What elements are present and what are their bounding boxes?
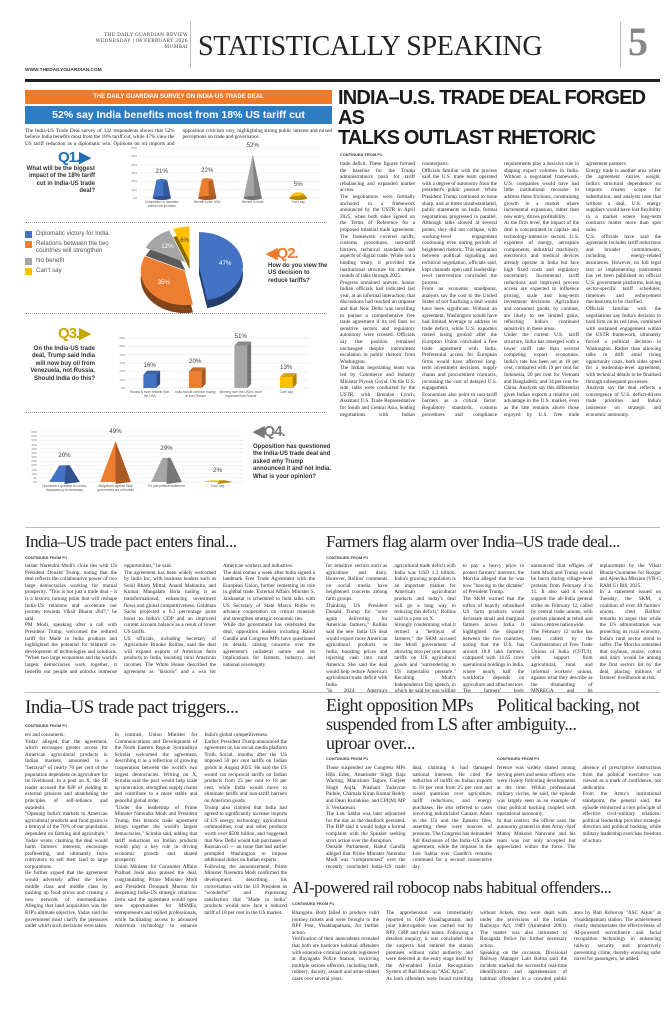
pact-final-headline[interactable]: India–US trade pact enters final... — [25, 532, 237, 551]
y-tick-label: 50% — [119, 344, 125, 349]
bar-1 — [143, 371, 160, 388]
separator — [25, 313, 325, 314]
bar-4 — [289, 192, 307, 200]
q4-chart — [25, 424, 247, 502]
triggers-body: ers and consumers. Yadav alleged that the agreement, which envisages greater access for American agricultural products in Indian markets, amounted to a "betrayal" of nearly 70 per cent of the population dependent on agriculture for its livelihood. In a post on X, the SP leader accused the BJP of yielding to external pressure and abandoning the principles of self-reliance and swadeshi. "Opening India's markets to American agricultural products and food grains is a betrayal of the 70% of our population dependent on farming and agriculture," Yadav wrote, claiming the deal would harm farmers' interests, encourage profiteering, and ultimately force cultivators to sell their land to large corporations. He further argued that the agreement would adversely affect the lower middle class and middle class by pushing up food prices and creating a new network of intermediaries. Alleging that land acquisition was the BJP's ultimate objective, Yadav said the government must clarify the pressures under which such decisions were taken. In contrast, Union Minister for Communications and Development of the North Eastern Region Jyotiraditya Scindia welcomed the agreement, describing it as a reflection of growing cooperation between the world's two largest democracies. Writing on X, Scindia said the pact would help scale up innovation, strengthen supply chains and contribute to a more stable and peaceful global order. "Under the leadership of Prime Minister Narendra Modi and President Trump, this historic trade agreement brings together the world's largest democracies," Scindia said, adding that tariff reductions on Indian products would play a key role in driving economic growth and shared prosperity. Union Minister for Consumer Affairs Pralhad Joshi also praised the deal, congratulating Prime Minister Modi and President Droupadi Murmu for deepening India-US strategic relations. Joshi said the agreement would open new opportunities for MSMEs, entrepreneurs and skilled professionals, while facilitating access to advanced American technology to enhance India's global competitiveness. Earlier, President Trump announced the agreement on his social media platform Truth Social, months after the US imposed 50 per cent tariffs on Indian goods in August 2025. He said the US would cut reciprocal tariffs on Indian products from 25 per cent to 18 per cent, while India would move to eliminate tariffs and non-tariff barriers on American goods. Trump also claimed that India had agreed to significantly increase imports of US energy, technology, agricultural commodities, coal and other products worth over $500 billion, and suggested that New Delhi would halt purchases of Russian oil — an issue that had earlier prompted Washington to impose additional duties on Indian exports. Following the announcement, Prime Minister Narendra Modi confirmed the development, describing his conversation with the US President as "wonderful" and expressing satisfaction that "Made in India" products would now face a reduced tariff of 18 per cent in the US market. — [25, 732, 287, 930]
continued-label: CONTINUED FROM P1 — [326, 757, 369, 761]
category-label: Can't say — [210, 484, 225, 488]
section-divider — [25, 692, 660, 693]
main-headline — [338, 88, 660, 148]
robocop-headline[interactable]: AI-powered rail robocop nabs habitual offenders... — [292, 878, 612, 897]
category-label: Benefit to the USA — [194, 200, 221, 204]
value-label: 20% — [189, 358, 202, 366]
value-label: 21% — [155, 167, 168, 175]
divider — [620, 22, 621, 68]
q2-question: How do you view the US decision to reduce tariffs? — [268, 263, 328, 284]
mps-body: Those suspended are Congress MPs Hibi Eden, Amarinder Singh Raja Warring, Manickam Tagore, Gurjeet Singh Aujla, Prashant Yadavrao Padole, Chamala Kiran Kumar Reddy and Dean Kuriakose, and CPI(M) MP S. Venkatesan. The Lok Sabha was later adjourned for the day as the deadlock persisted. The BJP said it would lodge a formal complaint with the Speaker seeking strict action over the disruption. Outside Parliament, Rahul Gandhi alleged that Prime Minister Narendra Modi was "compromised" over the recently concluded India–US trade deal, claiming it had damaged national interests. He cited the reduction of tariffs on Indian exports to 18 per cent from 25 per cent and raised questions over agriculture, tariff reductions, and energy purchases. He also referred to cases involving industrialist Gautam Adani in the US and the Epstein files, asserting these were sources of pressure. The Congress has demanded full disclosure of the India–US trade agreement, while the impasse in the Lok Sabha over Gandhi's remarks continued for a second consecutive day. — [326, 765, 492, 870]
y-tick-label: 40% — [119, 352, 125, 357]
y-tick-label: 50% — [31, 438, 37, 443]
y-tick-label: 10% — [131, 187, 137, 192]
q3-number: Q3. — [58, 325, 80, 342]
survey-banner: THE DAILY GUARDIAN SURVEY ON INDIA-US TRADE DEAL — [25, 90, 332, 104]
bar-3 — [234, 342, 251, 389]
pact-final-body: inister Narendra Modi's close ties with US President Donald Trump, noting that the deal reflects the collaborative power of two large democracies working for mutual prosperity. "This is not just a trade deal – it is a historic turning point that will reshape India-US relations and accelerate our journey towards Viksit Bharat 2047," he said. PM Modi, speaking after a call with President Trump, welcomed the reduced tariff for Made in India products and highlighted the potential for bilateral co-development of technologies and solutions. "When two large economies and the world's largest democracies work together, it benefits our people and unlocks immense opportunities," he said. The agreement has been widely welcomed by India Inc, with business leaders such as Sunil Bharti Mittal, Anand Mahindra, and Kumar Mangalam Birla hailing it as transformational, enhancing investment flows and global competitiveness. Goldman Sachs projected a 0.2 percentage point boost to India's GDP and an improved current account balance as a result of lower US tariffs. US officials, including Secretary of Agriculture Brooke Rollins, said the deal will expand exports of American farm products to India, boosting rural American incomes. The White House described the agreement as "historic" and a win for American workers and industries. The deal comes a week after India signed a landmark Free Trade Agreement with the European Union, further cementing its role in global trade. External Affairs Minister S. Jaishankar is scheduled to hold talks with US Secretary of State Marco Rubio to advance cooperation on critical minerals and strengthen strategic economic ties. While the government has celebrated the deal, opposition leaders including Rahul Gandhi and Congress MPs have questioned its details, raising concerns over the agreement's unilateral nature and its implications for farmers, industry, and national sovereignty. — [25, 563, 315, 675]
category-label: Benefit to India — [242, 200, 264, 204]
y-tick-label: 10% — [119, 377, 125, 382]
page-number: 5 — [628, 19, 648, 64]
legend-label: No benefit — [36, 256, 65, 264]
y-tick-label: 45% — [31, 442, 37, 447]
bar-1 — [49, 465, 80, 484]
farmers-headline[interactable]: Farmers flag alarm over India–US trade deal... — [326, 532, 620, 551]
legend-item — [25, 231, 110, 238]
play-arrow-left-icon: ◀ — [266, 245, 277, 262]
y-tick-label: 60% — [119, 336, 125, 340]
play-arrow-left-icon: ◀ — [253, 423, 264, 440]
section-title: STATISTICALLY SPEAKING — [198, 31, 543, 62]
pie-value-label: 6% — [180, 236, 190, 244]
pie-value-label: 47% — [219, 260, 232, 268]
category-label: Can't say — [279, 390, 293, 394]
value-label: 29% — [160, 444, 173, 452]
political-headline[interactable]: Political backing, not ambiguity... — [497, 695, 640, 734]
main-headline-line-1: INDIA–U.S. TRADE DEAL FORGED AS — [338, 87, 646, 129]
continued-label: CONTINUED FROM P1 — [340, 153, 383, 157]
value-label: 49% — [109, 428, 122, 436]
continued-label: CONTINUED FROM P1 — [25, 556, 68, 560]
legend-label: Diplomatic victory for India — [36, 230, 109, 237]
y-tick-label: 30% — [131, 171, 137, 175]
divider — [190, 22, 191, 68]
bar-2 — [189, 367, 206, 388]
play-arrow-icon: ▶ — [79, 149, 90, 166]
y-tick-label: 30% — [119, 361, 125, 365]
q2-legend — [25, 231, 110, 278]
bar-1 — [153, 179, 171, 200]
y-tick-label: 0% — [120, 386, 125, 390]
y-tick-label: 40% — [131, 162, 137, 167]
y-tick-label: 0% — [132, 196, 137, 200]
legend-swatch — [25, 268, 32, 275]
y-tick-label: 60% — [31, 430, 37, 434]
survey-intro: The India-US Trade Deal survey of 132 respondents shows that 52% believe India benefits most from the 18% tariff cut, while 47% view the US tariff reduction as a diplomatic win. Opinions on oil imports and opposition criticism vary, highlighting strong public interest and mixed perceptions on trade and governance. — [25, 128, 332, 147]
y-tick-label: 50% — [131, 154, 137, 159]
category-label: It's just political statement — [148, 484, 185, 488]
category-label: Allegations against Modi government are old habits — [97, 484, 134, 492]
pie-value-label: 35% — [157, 279, 170, 287]
survey-headline: 52% say India benefits most from 18% US tariff cut — [25, 106, 332, 124]
triggers-headline[interactable]: India–US trade pact triggers... — [25, 697, 239, 718]
y-tick-label: 60% — [131, 146, 137, 150]
legend-item — [25, 241, 110, 255]
legend-swatch — [25, 258, 32, 265]
bar-2 — [100, 441, 131, 484]
y-tick-label: 15% — [31, 467, 37, 472]
q1-number: Q1. — [58, 149, 80, 166]
farmers-body: for sensitive sectors such as agriculture and dairy. However, Rollins' comments on social media have heightened concerns among farm groups. Thanking US President Donald Trump for "once again delivering for American farmers," Rollins said the new India US deal would export more American agricultural products to India, boosting prices and injecting cash into rural America. She said the deal would help reduce America's agricultural trade deficit with India. "In 2024, America's agricultural trade deficit with India was USD 1.3 billion. India's growing population is an important market for American agricultural products and today's deal will go a long way to reducing this deficit," Rollins said in a post on X. Strongly condemning what it termed a "betrayal of farmers," the SKM accused the Modi government of allowing zero per cent import tariffs on US agricultural goods and "surrendering to US imperialist pressure." Recalling Modi's Independence Day speech, in which he said he was willing to pay a heavy price to protect farmers' interests, the Morcha alleged that he was now "bowing to the dictates" of President Trump. The SKM warned that the influx of heavily subsidised US farm products would devastate small and marginal farmers across India. It highlighted the disparity between the two countries, noting that the U.S. has around 18.8 lakh farmers, compared with 14.65 crore operational holdings in India, where nearly half the workforce depends on agriculture and allied sectors. The farmers' body announced that effigies of both Modi and Trump would be burnt during village-level protests from February 4 to 11. It also said it would support the all-India general strike on February 12, called by central trade unions, with protests planned at tehsil and union centres nationwide. The February 12 strike has been called by the Confederation of Free Trade Unions of India (CFTUI), with support from agricultural, rural and informal workers' unions, against what they describe as the dismantling of MNREGA and its replacement by the Viksit Bharat-Guarantee for Rozgar and Ajeevika Mission (VB-G RAM G) Bill, 2025. In a statement issued on Tuesday, the SKM, a coalition of over 40 farmers' unions, cited Rollins' remarks to argue that while the US administration was protecting its rural economy, India's rural sector stood to suffer. The Morcha reiterated that soybean, maize, cotton and dairy would be among the first sectors hit by the deal, placing millions of farmers' livelihoods at risk. — [326, 563, 661, 695]
legend-swatch — [25, 241, 32, 248]
continued-label: CONTINUED FROM P1 — [25, 724, 68, 728]
q3-question: On the India-US trade deal, Trump said India will now buy oil from Venezuela, not Russia. Should India do this? — [30, 346, 95, 382]
category-label: Can't say — [291, 200, 305, 204]
category-label: Competition in domestic market will increase — [144, 200, 179, 208]
q4-label — [253, 422, 285, 440]
category-label: Opposition's question is correct, transparency is necessary — [41, 484, 88, 492]
political-body: ference was widely shared among serving peers and senior officers who were closely following developments at the time. Within professional military circles, he said, the episode was largely seen as an example of clear political backing coupled with operational autonomy. In that context, the officer said, the autonomy granted to then Army chief Manoj Mukund Naravane and his team was not only accepted but appreciated within the force. The absence of prescriptive instructions from the political executive was viewed as a mark of confidence, not abdication. From the Army's institutional standpoint, the general said, the episode reinforced a core principle of effective civil–military relations: political leadership provides strategic direction and political backing, while military leadership exercises freedom of action. — [497, 765, 661, 851]
continued-label: CONTINUED FROM P1 — [326, 556, 369, 560]
legend-label: Can't say — [36, 266, 62, 274]
section-divider — [25, 527, 660, 528]
pie-value-label: 12% — [161, 243, 174, 251]
q2-label — [266, 244, 298, 262]
y-tick-label: 20% — [131, 179, 137, 184]
value-label: 52% — [246, 141, 259, 149]
y-tick-label: 10% — [31, 471, 37, 476]
bar-3 — [151, 458, 182, 484]
main-headline-line-2: TALKS OUTLAST RHETORIC — [338, 127, 596, 149]
value-label: 13% — [280, 364, 293, 372]
y-tick-label: 0% — [32, 480, 37, 484]
y-tick-label: 5% — [32, 475, 37, 480]
continued-label: CONTINUED FROM P1 — [292, 902, 335, 906]
separator — [25, 412, 325, 413]
legend-item — [25, 258, 110, 265]
separator — [25, 222, 325, 223]
value-label: 2% — [213, 467, 222, 475]
y-tick-label: 25% — [31, 459, 37, 464]
value-label: 5% — [293, 180, 303, 188]
legend-swatch — [25, 231, 32, 238]
mps-headline[interactable]: Eight opposition MPs suspended from LS after uproar over... — [326, 695, 492, 753]
legend-item — [25, 268, 110, 275]
y-tick-label: 35% — [31, 450, 37, 455]
website-link[interactable]: WWW.THEDAILYGUARDIAN.COM — [25, 68, 102, 73]
category-label: Russia is more reliable than the USA — [130, 390, 170, 398]
q3-chart — [113, 330, 313, 408]
bar-4 — [280, 373, 297, 388]
masthead-info — [60, 33, 188, 51]
date-line: WEDNESDAY | 04 FEBRUARY 2026 — [95, 39, 188, 44]
robocop-body: Bhangaru. Both failed to produce valid journey tickets and were brought to the RPF Post, Visakhapatnam, for further action. Verification of their antecedents revealed that both are hardcore habitual offenders with extensive criminal records registered at Rayagada Police Station, involving multiple serious offences, including theft, robbery, dacoity, assault and arms-related cases over several years. The apprehension was immediately reported to GRP Visakhapatnam, and joint interrogation was carried out by RPF, GRP and their teams. Following a detailed enquiry, it was concluded that the suspects had entered the station premises without valid authority and were detected at the entry stage itself by the AI-enabled Facial Recognition System of Rail Robocop "ASC Arjun". As both offenders were found travelling without tickets, they were dealt with under the provisions of the Indian Railways Act, 1989 (Amended 2003). The matter was also intimated to Rayagada Police for further necessary action. Speaking on the occasion, Divisional Railway Manager Lalit Bohra said the incident marked the successful real-time identification and apprehension of habitual offenders in a crowded public area by Rail Robocop "ASC Arjun" at Visakhapatnam station. The achievement clearly demonstrates the effectiveness of AI-powered surveillance and facial recognition technology in enhancing railway security and proactively preventing crime, thereby ensuring safer travel for passengers, he added. — [292, 910, 661, 982]
y-tick-label: 20% — [31, 463, 37, 468]
publication-name: THE DAILY GUARDIAN REVIEW — [104, 33, 188, 38]
masthead-rule — [25, 79, 660, 82]
q2-pie-chart — [112, 224, 262, 314]
q4-number: Q4. — [263, 423, 285, 440]
main-article-body: trade deficit. These figures formed the baseline for the Trump administration's push for tariff rebalancing and expanded market access. The negotiations were formally anchored in a framework announced by the USTR in April 2025, when both sides agreed on the Terms of Reference for a proposed bilateral trade agreement. The framework covered tariffs, customs procedures, non-tariff barriers, technical standards and aspects of digital trade. While not a binding treaty, it provided the institutional structure for multiple rounds of talks through 2025. Progress remained uneven. Senior Indian officials had indicated last year, at an informal interaction, that discussions had reached an impasse and that New Delhi was unwilling to pursue a comprehensive free trade agreement if its red lines on sensitive sectors and regulatory autonomy were crossed. Officials say that position remained unchanged despite intermittent escalation in public rhetoric from Washington. The Indian negotiating team was led by Commerce and Industry Minister Piyush Goyal. On the U.S. side, talks were conducted by the USTR, with Brendan Lynch, Assistant U.S. Trade Representative for South and Central Asia, leading negotiations with Indian counterparts. Officials familiar with the process said the U.S. trade team operated with a degree of autonomy from the president's public posture. While President Trump continued to issue sharp, and at times unsubstantiated, public statements on India, formal negotiations progressed in parallel. Although talks slowed at several points, they did not collapse, with working-level engagement continuing even during periods of heightened rhetoric. This separation between political signalling and technical negotiation, officials said, kept channels open until leadership-level intervention concluded the process. From an economic standpoint, analysts say the cost to the United States of not finalising a deal would have been significant. Without an agreement, Washington would have had limited leverage to address its trade deficit, while U.S. exporters risked losing ground after the European Union concluded a free trade agreement with India. Preferential access for European firms would have affected long-term investment decisions, supply chains and procurement contracts, increasing the cost of delayed U.S. engagement. Economists also point to non-tariff barriers as a critical factor. Regulatory standards, customs procedures and compliance requirements play a decisive role in shaping export volumes in India. Without a negotiated framework, U.S. companies would have had little institutional recourse to address these frictions, constraining growth in a market where incremental expansion, rather than new entry, drives profitability. At the firm level, the impact of the deal is concentrated in capital- and technology-intensive sectors. U.S. exporters of energy, aerospace components, industrial machinery, electronics and medical devices already operate in India but face high fixed costs and regulatory uncertainty. Incremental tariff reductions and improved process access are expected to influence pricing, scale and long-term investment decisions. Agriculture and consumer goods, by contrast, are likely to see limited gains, reflecting India's continued sensitivity in these areas. Under the current U.S. tariff structure, India has emerged with a lower tariff rate than several competing export economies. India's rate has been set at 18 per cent, compared with 19 per cent for Indonesia, 20 per cent for Vietnam and Bangladesh, and 34 per cent for China. Analysts say this differential gives Indian exports a relative cost advantage in the U.S. market, even as the rate remains above those enjoyed by U.S. free trade agreement partners. Energy trade is another area where the agreement carries weight. India's structural dependence on imports creates scope for substitution, and analysts note that without a deal, U.S. energy suppliers would have lost flexibility in a market where long-term contracts matter more than spot sales. U.S. officials have said the agreement includes tariff reductions and broader commitments, including energy-related assurances. However, no full legal text or implementing instrument has yet been published on official U.S. government platforms, leaving sector-specific tariff schedules, timelines and enforcement mechanisms to be clarified. Officials familiar with the negotiations say India's decision to hold firm on its red lines, combined with sustained engagement within the USTR framework, ultimately forced a political decision in Washington. Rather than allowing talks to drift amid rising opportunity costs, both sides opted for a leadership-level agreement, with technical details to be finalised through subsequent processes. Analysts say the deal reflects a convergence of U.S. deficit-driven trade priorities and India's insistence on strategic and economic autonomy. — [340, 161, 661, 418]
y-tick-label: 20% — [119, 369, 125, 374]
q2-number: Q2. — [276, 245, 298, 262]
legend-label: Relations between the two countries will strengthen — [36, 240, 109, 254]
play-arrow-icon: ▶ — [79, 325, 90, 342]
value-label: 51% — [234, 332, 247, 340]
bar-3 — [244, 155, 262, 200]
q3-label — [58, 324, 90, 342]
category-label: Winning over the USA is more important than Russia — [219, 390, 263, 398]
y-tick-label: 30% — [31, 455, 37, 459]
q1-label — [58, 148, 90, 166]
q1-question: What will be the biggest impact of the 18% tariff cut in India-US trade deal? — [26, 166, 95, 195]
y-tick-label: 40% — [31, 446, 37, 451]
city: MUMBAI — [164, 45, 188, 50]
y-tick-label: 55% — [31, 434, 37, 439]
q1-chart — [125, 140, 325, 218]
category-label: India should continue buying oil from Russia — [175, 390, 216, 398]
q4-question: Opposition has questioned the India-US trade deal and asked why Trump announced it and not India. What is your opinion? — [253, 444, 331, 480]
value-label: 22% — [201, 166, 214, 174]
continued-label: CONTINUED FROM P1 — [497, 757, 540, 761]
value-label: 16% — [143, 361, 156, 369]
value-label: 20% — [58, 452, 71, 460]
